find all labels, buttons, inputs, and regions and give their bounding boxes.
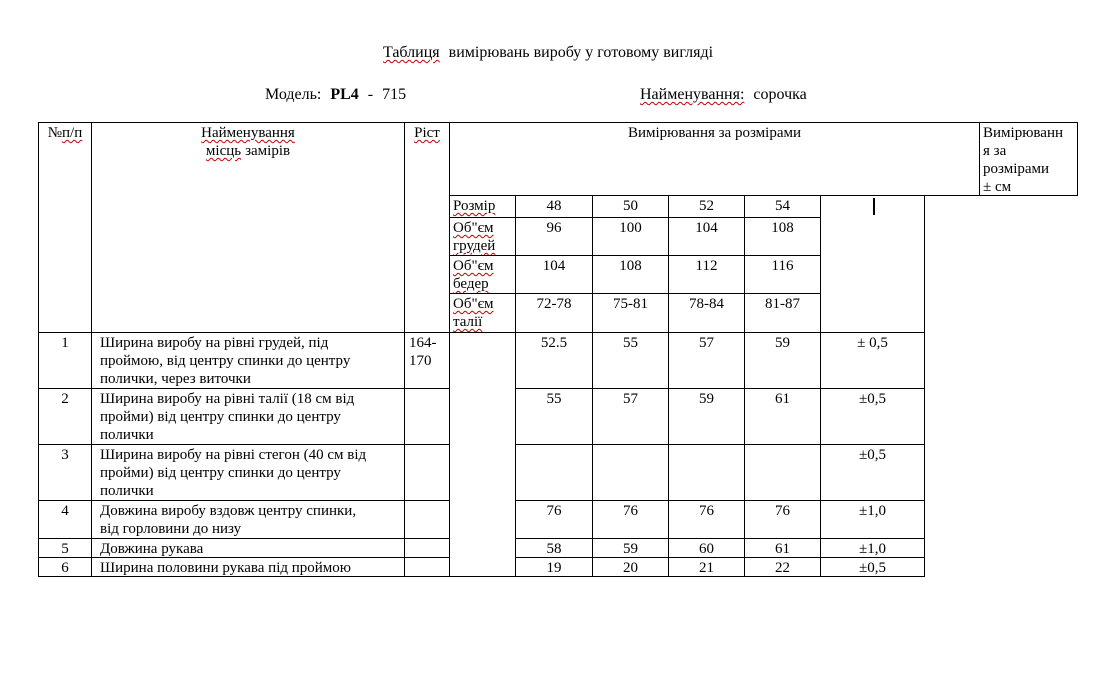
size-cell[interactable]: 112 <box>669 256 745 294</box>
tolerance-cell[interactable]: ±1,0 <box>821 501 925 539</box>
measurement-name-cell[interactable]: Довжина виробу вздовж центру спинки, від горловини до низу <box>92 501 405 539</box>
row-number-cell[interactable]: 3 <box>38 445 92 501</box>
size-label-text: Об"єм бедер <box>453 258 494 292</box>
value-cell[interactable]: 19 <box>516 558 593 577</box>
row-number-cell[interactable]: 2 <box>38 389 92 445</box>
size-cell[interactable]: 104 <box>669 218 745 256</box>
value-cell[interactable]: 59 <box>593 539 669 558</box>
title-flagged-word: Таблиця <box>382 44 440 61</box>
header-num-flagged: п/п <box>62 125 83 141</box>
tolerance-box-line: Вимірюванн <box>983 125 1063 141</box>
value-cell[interactable] <box>745 445 821 501</box>
header-measurements-label: Вимірювання за розмірами <box>627 125 802 141</box>
size-cell[interactable]: 96 <box>516 218 593 256</box>
header-measurements-by-size[interactable] <box>450 122 980 196</box>
size-cell[interactable]: 100 <box>593 218 669 256</box>
header-name-line2 <box>92 142 404 160</box>
value-cell[interactable]: 55 <box>593 333 669 389</box>
size-label-text: Об"єм талії <box>453 296 494 330</box>
header-tolerance-box[interactable] <box>980 122 1078 196</box>
tolerance-cell[interactable]: ±1,0 <box>821 539 925 558</box>
header-name-word2: замірів <box>245 143 291 159</box>
size-cell[interactable]: 72-78 <box>516 294 593 333</box>
row-number-cell[interactable]: 6 <box>38 558 92 577</box>
size-cell[interactable]: 104 <box>516 256 593 294</box>
size-cell[interactable]: 52 <box>669 196 745 218</box>
growth-cell[interactable] <box>405 501 450 539</box>
measurement-table <box>38 122 1078 577</box>
document-title[interactable] <box>0 44 1096 62</box>
size-row-label[interactable] <box>450 294 516 333</box>
value-cell[interactable]: 60 <box>669 539 745 558</box>
row-number-cell[interactable]: 1 <box>38 333 92 389</box>
header-name-line1: Найменування <box>201 125 295 141</box>
value-cell[interactable]: 52.5 <box>516 333 593 389</box>
value-cell[interactable]: 59 <box>669 389 745 445</box>
header-row-number[interactable] <box>38 122 92 333</box>
value-cell[interactable] <box>516 445 593 501</box>
growth-cell[interactable] <box>405 539 450 558</box>
size-row-label[interactable] <box>450 218 516 256</box>
item-value: сорочка <box>753 86 807 103</box>
empty-spacer-cell[interactable] <box>450 333 516 577</box>
tolerance-box-line: я за <box>983 143 1007 159</box>
growth-cell[interactable] <box>405 389 450 445</box>
model-dash: - <box>367 86 374 103</box>
value-cell[interactable]: 20 <box>593 558 669 577</box>
value-cell[interactable]: 55 <box>516 389 593 445</box>
tolerance-cell[interactable]: ±0,5 <box>821 445 925 501</box>
tolerance-cell[interactable]: ±0,5 <box>821 389 925 445</box>
value-cell[interactable]: 59 <box>745 333 821 389</box>
size-row-label[interactable] <box>450 196 516 218</box>
size-label-text: Розмір <box>453 198 496 214</box>
measurement-name-cell[interactable]: Ширина виробу на рівні грудей, під проймою, від центру спинки до центру полички, через виточки <box>92 333 405 389</box>
model-number: 715 <box>382 86 407 103</box>
tolerance-box-line: розмірами <box>983 161 1050 177</box>
row-number-cell[interactable]: 5 <box>38 539 92 558</box>
header-name-flagged: місць <box>205 143 242 159</box>
size-cell[interactable]: 81-87 <box>745 294 821 333</box>
header-growth-label: Ріст <box>414 125 440 141</box>
size-row-label[interactable] <box>450 256 516 294</box>
size-cell[interactable]: 108 <box>593 256 669 294</box>
title-rest: вимірювань виробу у готовому вигляді <box>448 44 714 61</box>
tolerance-box-line: ± см <box>983 179 1012 195</box>
growth-cell[interactable] <box>405 445 450 501</box>
measurement-name-cell[interactable]: Довжина рукава <box>92 539 405 558</box>
value-cell[interactable]: 76 <box>593 501 669 539</box>
header-growth[interactable] <box>405 122 450 333</box>
size-cell[interactable]: 78-84 <box>669 294 745 333</box>
size-label-text: Об"єм грудей <box>453 220 496 254</box>
tolerance-cell[interactable]: ± 0,5 <box>821 333 925 389</box>
item-label: Найменування: <box>640 86 745 103</box>
value-cell[interactable]: 58 <box>516 539 593 558</box>
value-cell[interactable]: 57 <box>593 389 669 445</box>
header-measure-places[interactable] <box>92 122 405 333</box>
model-label: Модель: <box>265 86 322 103</box>
value-cell[interactable]: 22 <box>745 558 821 577</box>
text-cursor <box>873 198 875 215</box>
empty-merged-cell[interactable] <box>821 196 925 333</box>
measurement-name-cell[interactable]: Ширина виробу на рівні стегон (40 см від пройми) від центру спинки до центру полички <box>92 445 405 501</box>
value-cell[interactable]: 61 <box>745 389 821 445</box>
value-cell[interactable]: 57 <box>669 333 745 389</box>
header-num-prefix: № <box>47 125 63 141</box>
value-cell[interactable] <box>593 445 669 501</box>
value-cell[interactable]: 76 <box>745 501 821 539</box>
growth-cell[interactable]: 164-170 <box>405 333 450 389</box>
value-cell[interactable]: 76 <box>669 501 745 539</box>
value-cell[interactable]: 76 <box>516 501 593 539</box>
growth-cell[interactable] <box>405 558 450 577</box>
size-cell[interactable]: 116 <box>745 256 821 294</box>
model-line[interactable] <box>265 86 406 104</box>
measurement-name-cell[interactable]: Ширина половини рукава під проймою <box>92 558 405 577</box>
row-number-cell[interactable]: 4 <box>38 501 92 539</box>
value-cell[interactable] <box>669 445 745 501</box>
size-cell[interactable]: 54 <box>745 196 821 218</box>
measurement-name-cell[interactable]: Ширина виробу на рівні талії (18 см від пройми) від центру спинки до центру полички <box>92 389 405 445</box>
size-cell[interactable]: 50 <box>593 196 669 218</box>
size-cell[interactable]: 108 <box>745 218 821 256</box>
model-code: PL4 <box>330 86 359 103</box>
size-cell[interactable]: 48 <box>516 196 593 218</box>
size-cell[interactable]: 75-81 <box>593 294 669 333</box>
value-cell[interactable]: 21 <box>669 558 745 577</box>
item-name-line[interactable] <box>640 86 807 104</box>
tolerance-cell[interactable]: ±0,5 <box>821 558 925 577</box>
value-cell[interactable]: 61 <box>745 539 821 558</box>
